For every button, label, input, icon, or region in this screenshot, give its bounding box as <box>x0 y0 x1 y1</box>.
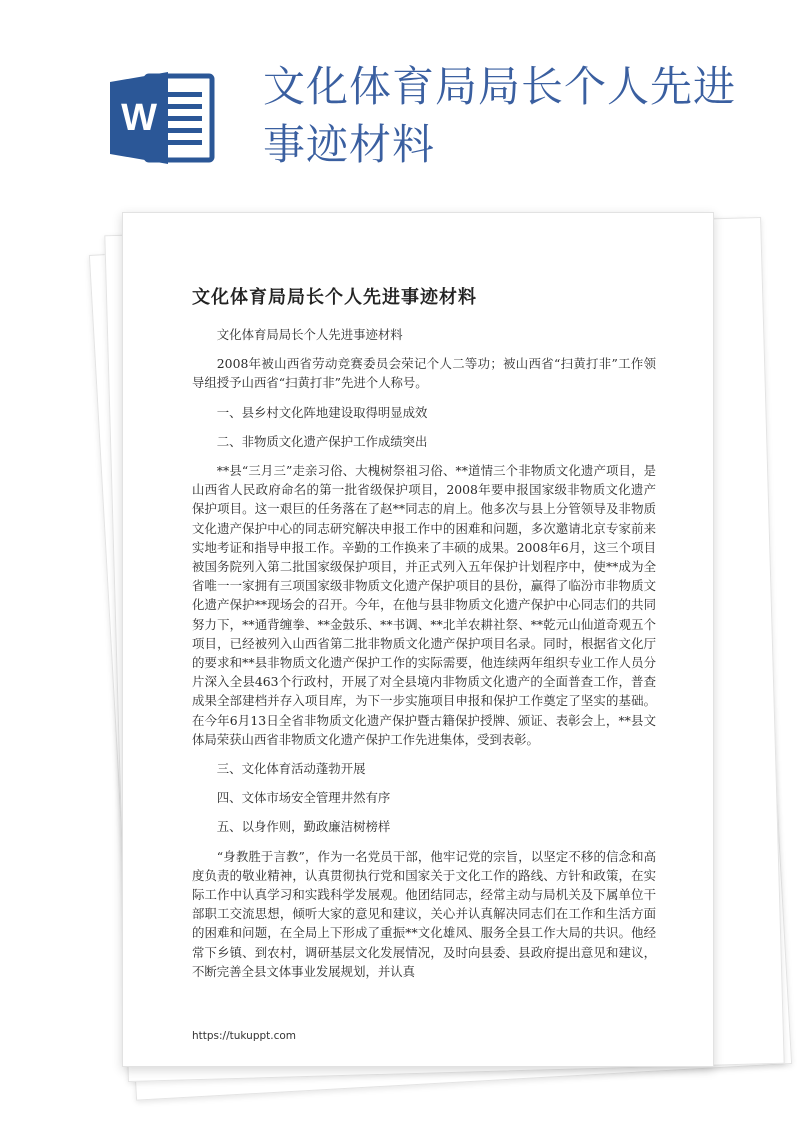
document-subtitle: 文化体育局局长个人先进事迹材料 <box>216 327 403 342</box>
document-page <box>122 212 714 1067</box>
word-document-icon <box>108 68 218 168</box>
paragraph-heritage: **县“三月三”走亲习俗、大槐树祭祖习俗、**道情三个非物质文化遗产项目，是山西省人民政府命名的第一批省级保护项目，2008年要申报国家级非物质文化遗产保护项目。这一艰巨的任务落在了赵**同志的肩上。他多次与县上分管领导及非物质文化遗产保护中心的同志研究解决申报工作中的困难和问题，多次邀请北京专家前来实地考证和指导申报工作。辛勤的工作换来了丰硕的成果。2008年6月，这三个项目被国务院列入第二批国家级保护项目，并正式列入五年保护计划程序中，使**成为全省唯一一家拥有三项国家级非物质文化遗产保护项目的县份，赢得了临汾市非物质文化遗产保护**现场会的召开。今年，在他与县非物质文化遗产保护中心同志们的共同努力下，**通背缠拳、**金鼓乐、**书调、**北羊农耕社祭、**乾元山仙道奇观五个项目，已经被列入山西省第二批非物质文化遗产保护项目名录。同时，根据省文化厅的要求和**县非物质文化遗产保护工作的实际需要，他连续两年组织专业工作人员分片深入全县463个行政村，开展了对全县境内非物质文化遗产的全面普查工作，普查成果全部建档并存入项目库，为下一步实施项目申报和保护工作奠定了坚实的基础。在今年6月13日全省非物质文化遗产保护暨古籍保护授牌、颁证、表彰会上，**县文体局荣获山西省非物质文化遗产保护工作先进集体，受到表彰。 <box>192 463 656 747</box>
section-heading-5: 五、以身作则，勤政廉洁树榜样 <box>216 819 391 835</box>
document-body <box>192 325 656 991</box>
header <box>0 0 800 200</box>
paragraph-leadership: “身教胜于言教”，作为一名党员干部，他牢记党的宗旨，以坚定不移的信念和高度负责的敬业精神，认真贯彻执行党和国家关于文化工作的路线、方针和政策，在实际工作中认真学习和实践科学发展观。他团结同志，经常主动与局机关及下属单位干部职工交流思想，倾听大家的意见和建议，关心并认真解决同志们在工作和生活方面的困难和问题，在全局上下形成了重振**文化雄风、服务全县工作大局的共识。他经常下乡镇、到农村，调研基层文化发展情况，及时向县委、县政府提出意见和建议，不断完善全县文体事业发展规划，并认真 <box>192 848 656 979</box>
section-heading-4: 四、文体市场安全管理井然有序 <box>216 790 391 806</box>
logo-letter: W <box>121 97 157 139</box>
document-title: 文化体育局局长个人先进事迹材料 <box>192 287 477 308</box>
paragraph-honors: 2008年被山西省劳动竞赛委员会荣记个人二等功；被山西省“扫黄打非”工作领导组授予山西省“扫黄打非”先进个人称号。 <box>192 356 656 391</box>
header-title: 文化体育局局长个人先进事迹材料 <box>263 62 737 169</box>
section-heading-3: 三、文化体育活动蓬勃开展 <box>216 761 366 777</box>
section-heading-1: 一、县乡村文化阵地建设取得明显成效 <box>216 404 428 420</box>
section-heading-2: 二、非物质文化遗产保护工作成绩突出 <box>216 433 428 449</box>
footer-url: https://tukuppt.com <box>192 1030 297 1042</box>
